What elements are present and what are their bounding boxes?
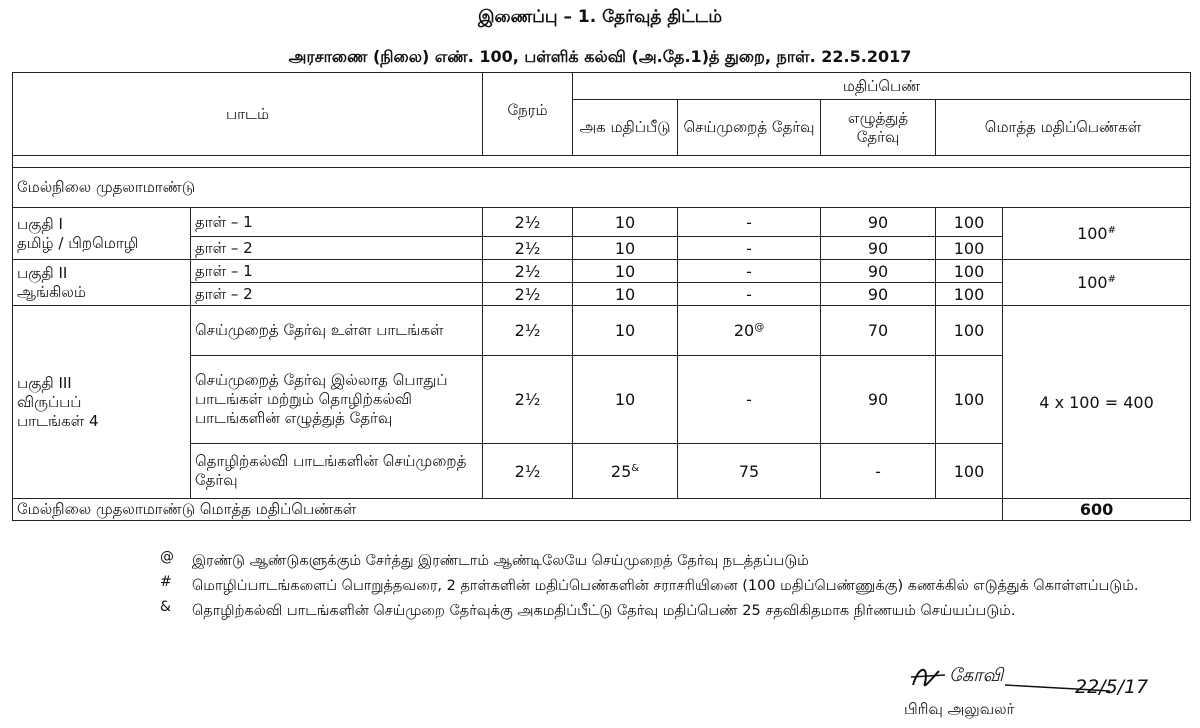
part2-group-total (1003, 260, 1191, 306)
footnote-text: தொழிற்கல்வி பாடங்களின் செய்முறை தேர்வுக்கு அகமதிப்பீட்டு தேர்வு மதிப்பெண் 25 சதவிகிதமாக நிர்ணயம் செய்யப்படும். (192, 603, 1016, 619)
part2-paper2-total: 100 (936, 283, 1003, 306)
part3-row3-time: 2½ (483, 444, 573, 499)
part1-name: பகுதி I (17, 214, 63, 233)
part3-sub2: பாடங்கள் 4 (17, 411, 99, 430)
hash-marker: # (1107, 274, 1116, 285)
footnote-hash (160, 574, 1160, 596)
part1-paper2-practical: - (678, 237, 821, 260)
part2-paper1-time: 2½ (483, 260, 573, 283)
header-practical: செய்முறைத் தேர்வு (678, 100, 821, 156)
footnote-text: இரண்டு ஆண்டுகளுக்கும் சேர்த்து இரண்டாம் ஆண்டிலேயே செய்முறைத் தேர்வு நடத்தப்படும் (192, 553, 809, 569)
part3-row1-practical-value: 20 (733, 321, 755, 340)
designation: பிரிவு அலுவலர் (904, 700, 1015, 718)
spacer-row (13, 156, 1191, 168)
part3-label (13, 306, 191, 499)
part1-paper2-total: 100 (936, 237, 1003, 260)
part3-row1-paper: செய்முறைத் தேர்வு உள்ள பாடங்கள் (191, 306, 483, 356)
part2-paper1-written: 90 (821, 260, 936, 283)
footnote-symbol: # (160, 574, 172, 590)
part2-group-total-value: 100 (1077, 273, 1108, 292)
part1-paper1-time: 2½ (483, 208, 573, 237)
part1-paper2-time: 2½ (483, 237, 573, 260)
part3-row2-practical: - (678, 356, 821, 444)
section-title: மேல்நிலை முதலாமாண்டு (13, 168, 1191, 208)
part2-sub: ஆங்கிலம் (17, 282, 86, 301)
amp-marker: & (631, 462, 640, 474)
part3-group-total: 4 x 100 = 400 (1003, 306, 1191, 499)
header-internal: அக மதிப்பீடு (573, 100, 678, 156)
part3-row2-paper: செய்முறைத் தேர்வு இல்லாத பொதுப் பாடங்கள் மற்றும் தொழிற்கல்வி பாடங்களின் எழுத்துத் தேர்வு (191, 356, 483, 444)
footnote-symbol: & (160, 599, 171, 615)
exam-scheme-table (12, 72, 1191, 521)
footer-total: 600 (1003, 499, 1191, 521)
part3-row3-written: - (821, 444, 936, 499)
part2-paper2-written: 90 (821, 283, 936, 306)
part1-paper1-practical: - (678, 208, 821, 237)
part1-paper1-written: 90 (821, 208, 936, 237)
at-marker: @ (754, 322, 765, 333)
part3-row1-total: 100 (936, 306, 1003, 356)
part3-row3-internal-value: 25 (610, 461, 632, 481)
footnote-amp (160, 599, 1160, 621)
header-subject: பாடம் (13, 73, 483, 156)
part3-row3-internal (573, 444, 678, 499)
part1-group-total-value: 100 (1077, 224, 1108, 243)
part2-paper1-internal: 10 (573, 260, 678, 283)
part1-paper2-internal: 10 (573, 237, 678, 260)
signature-scrawl: கோவி (949, 665, 1004, 686)
header-total: மொத்த மதிப்பெண்கள் (936, 100, 1191, 156)
part2-name: பகுதி II (17, 263, 68, 282)
signature-image (905, 655, 1185, 705)
part1-sub: தமிழ் / பிறமொழி (17, 233, 139, 252)
part3-row1-time: 2½ (483, 306, 573, 356)
footnote-text: மொழிப்பாடங்களைப் பொறுத்தவரை, 2 தாள்களின் மதிப்பெண்களின் சராசரியினை (100 மதிப்பெண்ணுக்கு) கணக்கில் எடுத்துக் கொள்ளப்படும். (192, 578, 1139, 594)
part2-paper2: தாள் – 2 (191, 283, 483, 306)
header-written: எழுத்துத் தேர்வு (821, 100, 936, 156)
footer-label: மேல்நிலை முதலாமாண்டு மொத்த மதிப்பெண்கள் (13, 499, 1003, 521)
part1-paper2-written: 90 (821, 237, 936, 260)
part2-paper2-time: 2½ (483, 283, 573, 306)
part3-row3-total: 100 (936, 444, 1003, 499)
part3-row2-internal: 10 (573, 356, 678, 444)
part3-row1-internal: 10 (573, 306, 678, 356)
part3-sub1: விருப்பப் (17, 392, 82, 411)
part1-paper2: தாள் – 2 (191, 237, 483, 260)
document-title: இணைப்பு – 1. தேர்வுத் திட்டம் (477, 7, 723, 27)
signature-date: 22/5/17 (1075, 676, 1149, 698)
part1-label (13, 208, 191, 260)
part3-row2-total: 100 (936, 356, 1003, 444)
hash-marker: # (1107, 225, 1116, 236)
header-time: நேரம் (483, 73, 573, 156)
part3-row1-practical (678, 306, 821, 356)
part1-paper1-internal: 10 (573, 208, 678, 237)
part2-paper1-practical: - (678, 260, 821, 283)
part3-name: பகுதி III (17, 373, 72, 392)
part1-paper1-total: 100 (936, 208, 1003, 237)
part1-group-total (1003, 208, 1191, 260)
document-subtitle: அரசாணை (நிலை) எண். 100, பள்ளிக் கல்வி (அ.தே.1)த் துறை, நாள். 22.5.2017 (288, 47, 912, 66)
footnote-at (160, 549, 1160, 571)
header-marks: மதிப்பெண் (573, 73, 1191, 100)
footnote-symbol: @ (160, 549, 174, 565)
part3-row2-time: 2½ (483, 356, 573, 444)
part3-row3-paper: தொழிற்கல்வி பாடங்களின் செய்முறைத் தேர்வு (191, 444, 483, 499)
footnotes (160, 549, 1160, 627)
part2-paper1-total: 100 (936, 260, 1003, 283)
part1-paper1: தாள் – 1 (191, 208, 483, 237)
part3-row1-written: 70 (821, 306, 936, 356)
part2-label (13, 260, 191, 306)
part2-paper2-practical: - (678, 283, 821, 306)
part3-row3-practical: 75 (678, 444, 821, 499)
part2-paper2-internal: 10 (573, 283, 678, 306)
part3-row2-written: 90 (821, 356, 936, 444)
part2-paper1: தாள் – 1 (191, 260, 483, 283)
